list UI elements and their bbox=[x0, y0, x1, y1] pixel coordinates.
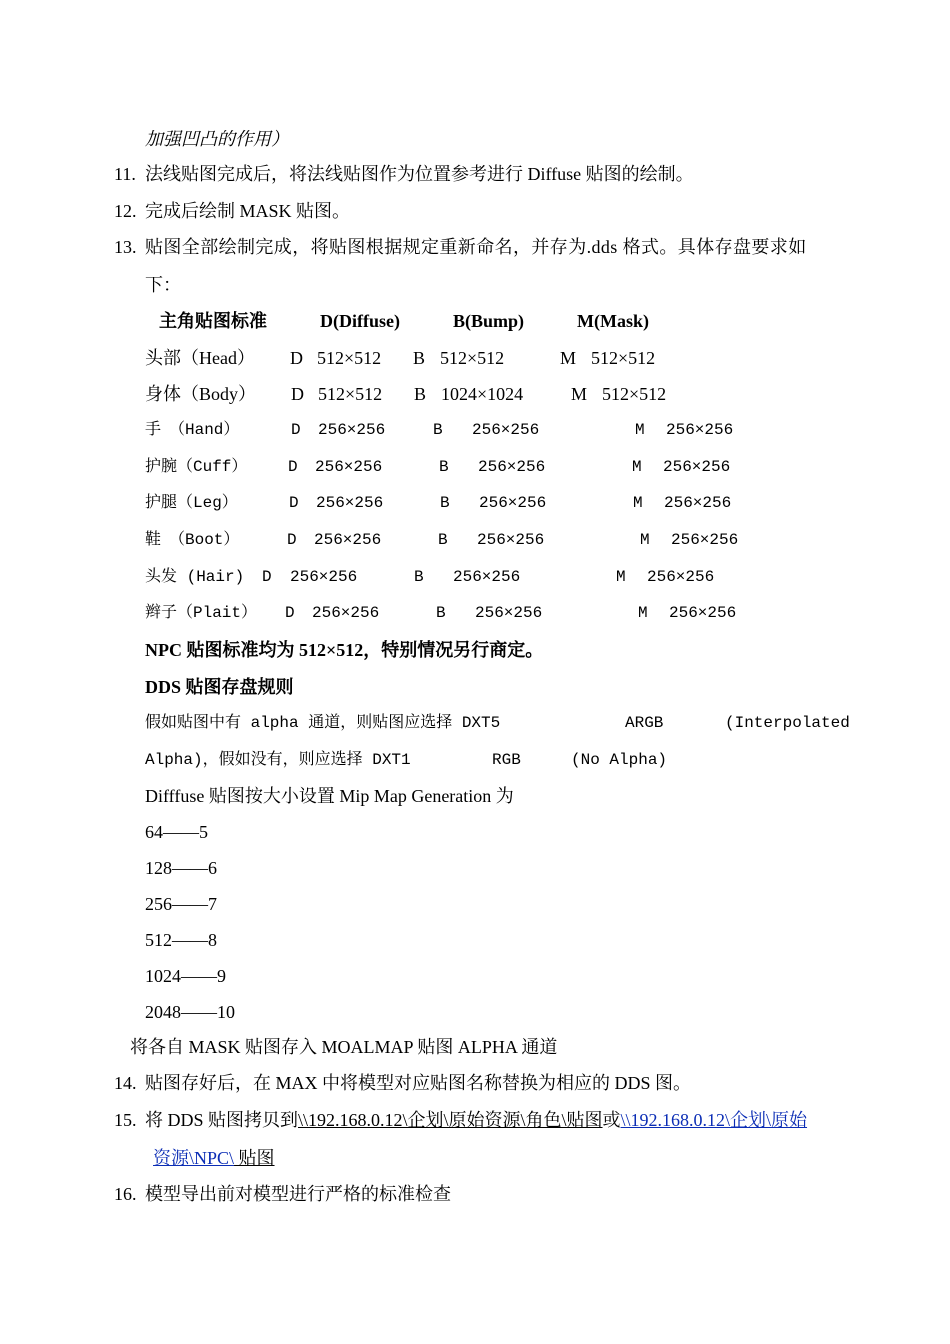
row-b-label: B bbox=[413, 348, 426, 368]
row-m-value: 256×256 bbox=[669, 604, 737, 622]
row-b-value: 512×512 bbox=[440, 348, 505, 368]
row-m-value: 512×512 bbox=[602, 384, 667, 404]
row-part: 鞋 （Boot） bbox=[145, 531, 240, 549]
list-item-15-cont bbox=[153, 1146, 275, 1170]
row-d-value: 256×256 bbox=[314, 531, 382, 549]
row-m-label: M bbox=[571, 384, 588, 404]
dds-rule-format-detail: (Interpolated bbox=[725, 714, 850, 732]
npc-texture-note: NPC 贴图标准均为 512×512，特别情况另行商定。 bbox=[145, 640, 544, 660]
row-d-label: D bbox=[287, 531, 297, 549]
row-m-value: 256×256 bbox=[647, 568, 715, 586]
row-m-value: 256×256 bbox=[666, 421, 734, 439]
row-m-value: 256×256 bbox=[664, 494, 732, 512]
mip-map-entry: 512——8 bbox=[145, 930, 217, 950]
mip-map-entry: 256——7 bbox=[145, 894, 217, 914]
row-b-label: B bbox=[433, 421, 443, 439]
table-header-cell: 主角贴图标准 bbox=[159, 311, 267, 331]
row-d-label: D bbox=[290, 348, 303, 368]
row-b-label: B bbox=[414, 568, 424, 586]
row-b-value: 256×256 bbox=[477, 531, 545, 549]
mip-map-entry: 64——5 bbox=[145, 822, 208, 842]
dds-rule-format: RGB bbox=[492, 751, 521, 769]
row-b-value: 256×256 bbox=[478, 458, 546, 476]
table-header-cell: D(Diffuse) bbox=[320, 311, 400, 331]
mip-map-entry: 1024——9 bbox=[145, 966, 226, 986]
list-item-11: 法线贴图完成后，将法线贴图作为位置参考进行 Diffuse 贴图的绘制。 bbox=[145, 164, 694, 184]
table-header-cell: B(Bump) bbox=[453, 311, 525, 331]
path-link-npc-textures[interactable]: \\192.168.0.12\企划\原始 bbox=[620, 1110, 808, 1130]
list-item-12-number: 12. bbox=[114, 201, 137, 221]
row-d-value: 256×256 bbox=[312, 604, 380, 622]
row-part: 护腿（Leg） bbox=[145, 494, 238, 512]
list-item-13: 贴图全部绘制完成，将贴图根据规定重新命名，并存为.dds 格式。具体存盘要求如 bbox=[145, 237, 807, 257]
row-b-value: 256×256 bbox=[475, 604, 543, 622]
row-d-label: D bbox=[291, 384, 304, 404]
row-d-label: D bbox=[291, 421, 301, 439]
row-b-value: 256×256 bbox=[479, 494, 547, 512]
mip-map-title: Difffuse 贴图按大小设置 Mip Map Generation 为 bbox=[145, 786, 514, 806]
list-item-13-cont: 下： bbox=[145, 275, 181, 295]
row-b-label: B bbox=[439, 458, 449, 476]
row-d-label: D bbox=[289, 494, 299, 512]
list-item-14-number: 14. bbox=[114, 1073, 137, 1093]
row-m-value: 512×512 bbox=[591, 348, 656, 368]
dds-rule-text: Alpha)，假如没有，则应选择 DXT1 bbox=[145, 751, 411, 769]
mip-map-entry: 2048——10 bbox=[145, 1002, 235, 1022]
list-item-15-text: 将 DDS 贴图拷贝到 bbox=[145, 1110, 299, 1130]
row-m-label: M bbox=[616, 568, 626, 586]
row-d-value: 256×256 bbox=[318, 421, 386, 439]
row-part: 手 （Hand） bbox=[145, 421, 240, 439]
row-part: 头发 (Hair) bbox=[145, 568, 245, 586]
row-b-value: 1024×1024 bbox=[441, 384, 524, 404]
row-m-label: M bbox=[638, 604, 648, 622]
row-m-label: M bbox=[560, 348, 577, 368]
row-d-value: 512×512 bbox=[317, 348, 382, 368]
list-item-15 bbox=[145, 1108, 807, 1132]
mask-alpha-note: 将各自 MASK 贴图存入 MOALMAP 贴图 ALPHA 通道 bbox=[130, 1037, 558, 1057]
list-item-11-number: 11. bbox=[114, 164, 136, 184]
continued-text: 加强凹凸的作用） bbox=[145, 129, 289, 149]
table-header-cell: M(Mask) bbox=[577, 311, 649, 331]
row-part: 头部（Head） bbox=[145, 348, 255, 368]
dds-rule-text: 假如贴图中有 alpha 通道，则贴图应选择 DXT5 bbox=[145, 714, 501, 732]
row-m-value: 256×256 bbox=[663, 458, 731, 476]
row-b-label: B bbox=[438, 531, 448, 549]
dds-rule-line-1 bbox=[145, 711, 849, 735]
row-d-value: 256×256 bbox=[315, 458, 383, 476]
dds-rule-format-detail: (No Alpha) bbox=[571, 751, 668, 769]
row-b-value: 256×256 bbox=[472, 421, 540, 439]
list-item-13-number: 13. bbox=[114, 237, 137, 257]
row-m-label: M bbox=[640, 531, 650, 549]
dds-rules-title: DDS 贴图存盘规则 bbox=[145, 677, 294, 697]
row-b-label: B bbox=[440, 494, 450, 512]
row-d-value: 512×512 bbox=[318, 384, 383, 404]
row-b-label: B bbox=[414, 384, 427, 404]
row-d-label: D bbox=[262, 568, 272, 586]
row-part: 辫子（Plait） bbox=[145, 604, 258, 622]
row-m-label: M bbox=[635, 421, 645, 439]
row-d-value: 256×256 bbox=[290, 568, 358, 586]
list-item-15-or: 或 bbox=[602, 1110, 621, 1130]
row-d-label: D bbox=[285, 604, 295, 622]
row-part: 身体（Body） bbox=[145, 384, 257, 404]
list-item-16: 模型导出前对模型进行严格的标准检查 bbox=[145, 1184, 451, 1204]
row-d-value: 256×256 bbox=[316, 494, 384, 512]
path-link-npc-textures-cont[interactable]: 资源\NPC\ bbox=[153, 1148, 235, 1168]
list-item-16-number: 16. bbox=[114, 1184, 137, 1204]
row-part: 护腕（Cuff） bbox=[145, 458, 248, 476]
dds-rule-format: ARGB bbox=[625, 714, 664, 732]
row-b-value: 256×256 bbox=[453, 568, 521, 586]
row-m-label: M bbox=[633, 494, 643, 512]
row-m-value: 256×256 bbox=[671, 531, 739, 549]
list-item-14: 贴图存好后，在 MAX 中将模型对应贴图名称替换为相应的 DDS 图。 bbox=[145, 1073, 692, 1093]
list-item-15-number: 15. bbox=[114, 1110, 137, 1130]
list-item-15-suffix: 贴图 bbox=[234, 1148, 275, 1168]
list-item-12: 完成后绘制 MASK 贴图。 bbox=[145, 201, 351, 221]
dds-rule-line-2 bbox=[145, 748, 849, 772]
row-b-label: B bbox=[436, 604, 446, 622]
mip-map-entry: 128——6 bbox=[145, 858, 217, 878]
path-link-role-textures[interactable]: \\192.168.0.12\企划\原始资源\角色\贴图 bbox=[298, 1110, 603, 1130]
row-m-label: M bbox=[632, 458, 642, 476]
row-d-label: D bbox=[288, 458, 298, 476]
